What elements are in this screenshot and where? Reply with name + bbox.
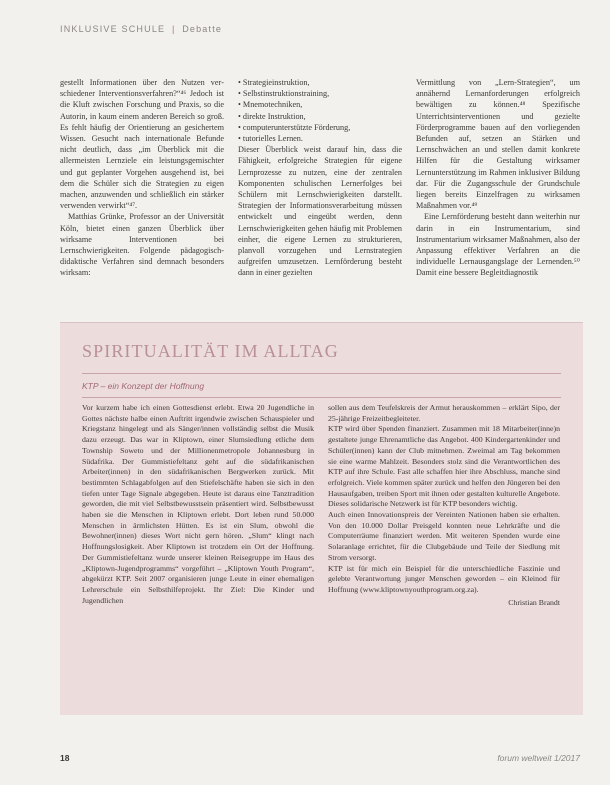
paragraph: Vermittlung von „Lern-Strategien“, um annähernd Lernanforderungen erfolgreich bewältigen zu können.⁴⁸ Spezifische Unterrichtsinterventionen und gezielte Förderprogramme bauen auf den vorliegenden Befunden auf, setzen an Stärken und Lernschwächen an und stellen damit konkrete Hilfen für die Gestaltung wirksamer Lernunterstützung im Rahmen inklusiver Bildung dar. Für die Zugangsschule der Grundschule liegen bereits Einzelfragen zu wirksamen Maßnahmen vor.⁴⁹	[416, 78, 580, 211]
magazine-name: forum weltweit 1/2017	[497, 753, 580, 763]
box-column-right	[328, 403, 560, 608]
column-3	[416, 77, 580, 279]
column-1	[60, 77, 224, 279]
box-column-left	[82, 403, 314, 608]
header-separator: |	[171, 24, 176, 34]
paragraph: Matthias Grünke, Professor an der Universität Köln, bietet einen ganzen Überblick über wirksame Interventionen bei Lernschwierigkeiten. Folgende pädagogisch-didaktische Verfahren sind demnach besonders wirksam:	[60, 212, 224, 278]
list-item: • Selbstinstruktionstraining,	[238, 88, 402, 99]
divider	[82, 373, 561, 374]
page-number: 18	[60, 753, 70, 763]
box-title: SPIRITUALITÄT IM ALLTAG	[82, 341, 339, 361]
paragraph: gestellt Informationen über den Nutzen verschiedener Interventionsverfahren?“⁴⁶ Jedoch ist die Kluft zwischen Forschung und Praxis, so die Autorin, in kaum einem anderen Bereich so groß. Es fehlt häufig der Orientierung an gesichertem Wissen. Gesucht nach internationale Befunde nicht deutlich, dass „im Überblick mit die allermeisten Lernziele ein leistungsgemischter und gut geplanter Vorgehen ausgehend ist, bei dem die Schüler sich die Strategien zu eigen machen, anzuwenden und schließlich ein stärker verwenden verwirkt“⁴⁷.	[60, 78, 224, 211]
paragraph: Vor kurzem habe ich einen Gottesdienst erlebt. Etwa 20 Jugendliche in Gottes nächste halbe einen Auftritt irgendwie zwischen Schauspieler und Kriegstanz hingelegt und als Sänger/innen vollständig selbst die Musik dazu erzeugt. Das war in Kliptown, einer Slumsiedlung etliche dem Township Soweto und der Millionenmetropole Johannesburg in Südafrika. Der Gummistiefeltanz geht auf die südafrikanischen Arbeiter(innen) in den südafrikanischen Bergwerken zurück. Mit bestimmten Schlagabfolgen auf den Stiefelschäfte haben sie sich in den tiefen unter Tage Signale abgegeben. Heute ist daraus eine Tanztradition geworden, die mit viel Selbstbewusstsein präsentiert wird. Selbstbewusst haben sie die Menschen in Kliptown erlebt. Dort leben rund 50.000 Menschen in ärmlichsten Hütten. Es ist ein Slum, obwohl die Bewohner(innen) dieses Wort nicht gern hören. „Slum“ klingt nach Hoffnungslosigkeit. Aber Kliptown ist trotzdem ein Ort der Hoffnung. Der Gummistiefeltanz wurde unserer kleinen Reisegruppe im Haus des „Kliptown-Jugendprogramms“ vorgeführt – „Kliptown Youth Program“, abgekürzt KTP. Seit 2007 organisieren junge Leute in einer ehemaligen Lehrerschule ein Selbsthilfeprojekt. Ihr Ziel: Die Kinder und Jugendlichen	[82, 403, 314, 605]
method-list	[238, 77, 402, 144]
paragraph: Dieser Überblick weist darauf hin, dass die Fähigkeit, erfolgreiche Strategien für eigene Lernprozesse zu nutzen, eine der zentralen Komponenten schulischen Lernerfolges bei Schülern mit Lernschwierigkeiten darstellt. Strategien der Informationsverarbeitung müssen entwickelt und eingeübt werden, denn Lernschwierigkeiten gehen häufig mit Problemen einher, die eigene Lernen zu strukturieren, planvoll vorzugehen und Lernstrategien aufgreifen umzusetzen. Lernförderung besteht dann in einer gezielten	[238, 145, 402, 278]
divider	[82, 397, 561, 398]
list-item: • Strategieinstruktion,	[238, 77, 402, 88]
paragraph: Eine Lernförderung besteht dann weiterhin nur darin in ein Instrumentarium, sind Instrumentarium wirksamer Maßnahmen, also der Anpassung effektiver Verfahren an die individuelle Lernausgangslage der Lernenden.⁵⁰ Damit eine bessere Begleitdiagnostik	[416, 212, 580, 278]
sidebar-box	[60, 322, 583, 715]
running-header	[60, 24, 222, 34]
list-item: • Mnemotechniken,	[238, 99, 402, 110]
article-columns	[60, 77, 582, 279]
list-item: • direkte Instruktion,	[238, 111, 402, 122]
topic-label: Debatte	[182, 24, 223, 34]
author-name: Christian Brandt	[508, 597, 560, 607]
list-item: • tutorielles Lernen.	[238, 133, 402, 144]
box-columns	[82, 403, 561, 608]
list-item: • computerunterstützte Förderung,	[238, 122, 402, 133]
section-label: INKLUSIVE SCHULE	[60, 24, 166, 34]
box-subtitle: KTP – ein Konzept der Hoffnung	[82, 381, 205, 391]
column-2	[238, 77, 402, 279]
paragraph: sollen aus dem Teufelskreis der Armut herauskommen – erklärt Sipo, der 25-jährige Freizeitbegleiteter. KTP wird über Spenden finanziert. Zusammen mit 18 Mitarbeiter(inne)n gestaltete junge Ehrenamtliche das Angebot. 400 Kindergartenkinder und Schüler(innen) kann der Club mitnehmen. Zweimal am Tag bekommen sie eine warme Mahlzeit. Besonders stolz sind die Verantwortlichen des KTP auf ihre Schule. Fast alle schaffen hier ihre Abschluss, manche sind erfolgreich. Viele kommen später zurück und helfen den Jüngeren bei den Hausaufgaben, treiben Sport mit ihnen oder gestalten kulturelle Angebote. Dieses solidarische Netzwerk ist für KTP besonders wichtig. Auch einen Innovationspreis der Vereinten Nationen haben sie erhalten. Von den 10.000 Dollar Preisgeld konnten neue Lehrkräfte und die Computerräume finanziert werden. Mit weiteren Spenden wurde eine Solaranlage errichtet, für die Clubgebäude und Teile der Siedlung mit Strom versorgt. KTP ist für mich ein Beispiel für die unterschiedliche Faszinie und gelebte Verantwortung junger Menschen geworden – ein Kleinod für Hoffnung (www.kliptownyouthprogram.org.za).	[328, 403, 560, 594]
